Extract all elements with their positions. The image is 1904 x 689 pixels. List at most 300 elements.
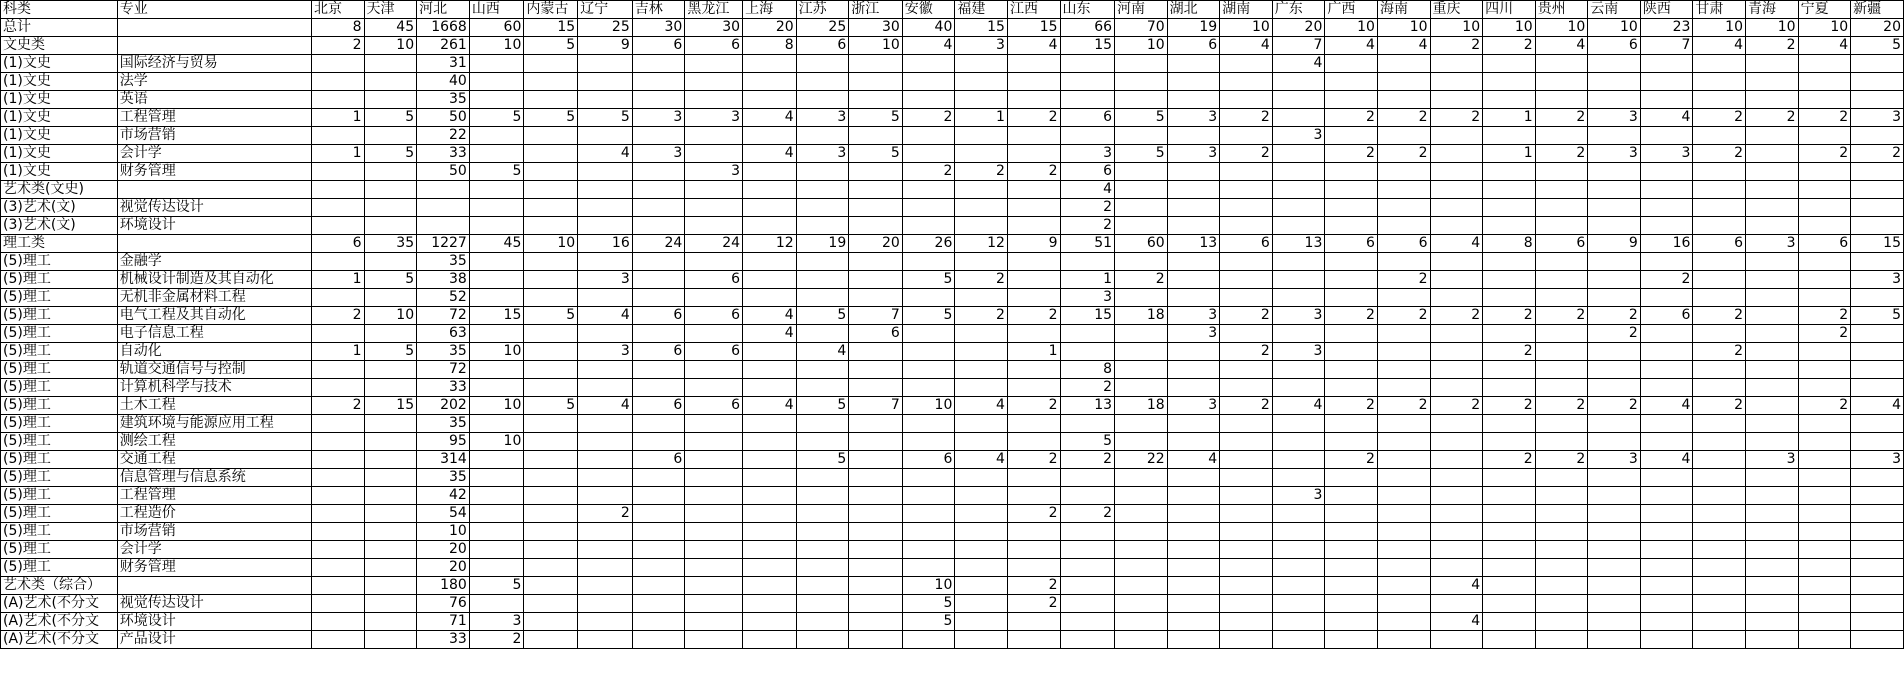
table-cell[interactable]: 4 (902, 37, 955, 55)
table-cell[interactable]: 4 (1430, 235, 1483, 253)
table-cell[interactable] (364, 91, 417, 109)
table-cell[interactable]: 7 (1272, 37, 1325, 55)
table-cell[interactable] (417, 217, 470, 235)
table-cell[interactable] (578, 325, 633, 343)
table-cell[interactable] (1325, 505, 1378, 523)
table-cell[interactable] (1220, 361, 1273, 379)
table-cell[interactable] (1640, 379, 1693, 397)
table-cell[interactable] (902, 199, 955, 217)
table-cell[interactable] (364, 433, 417, 451)
table-cell[interactable] (1693, 433, 1746, 451)
table-cell[interactable]: 4 (1798, 37, 1851, 55)
table-cell[interactable]: (5)理工 (1, 559, 118, 577)
table-cell[interactable] (1851, 55, 1904, 73)
table-cell[interactable] (1220, 595, 1273, 613)
table-cell[interactable] (849, 199, 903, 217)
table-cell[interactable]: 3 (469, 613, 524, 631)
table-cell[interactable]: 3 (1588, 109, 1641, 127)
table-cell[interactable]: 2 (902, 109, 955, 127)
table-cell[interactable] (524, 253, 578, 271)
table-cell[interactable] (524, 577, 578, 595)
table-cell[interactable] (1060, 559, 1115, 577)
table-cell[interactable] (1220, 181, 1273, 199)
table-cell[interactable] (311, 325, 364, 343)
table-cell[interactable] (743, 217, 797, 235)
table-cell[interactable] (1272, 379, 1325, 397)
table-cell[interactable]: 2 (1377, 397, 1430, 415)
table-cell[interactable] (1798, 577, 1851, 595)
table-cell[interactable] (1272, 577, 1325, 595)
table-cell[interactable] (1693, 217, 1746, 235)
table-cell[interactable] (1167, 559, 1220, 577)
table-cell[interactable] (1535, 217, 1588, 235)
table-cell[interactable] (1851, 325, 1904, 343)
table-cell[interactable] (902, 433, 955, 451)
table-cell[interactable] (578, 613, 633, 631)
table-cell[interactable] (1693, 415, 1746, 433)
table-cell[interactable] (1115, 361, 1168, 379)
table-cell[interactable] (1377, 127, 1430, 145)
table-cell[interactable] (1430, 541, 1483, 559)
table-cell[interactable] (1430, 559, 1483, 577)
table-cell[interactable]: 4 (743, 397, 797, 415)
table-cell[interactable] (796, 199, 849, 217)
table-cell[interactable]: 2 (1060, 199, 1115, 217)
table-cell[interactable] (1377, 631, 1430, 649)
table-cell[interactable] (743, 289, 797, 307)
table-cell[interactable] (1272, 523, 1325, 541)
table-cell[interactable]: (1)文史 (1, 145, 118, 163)
table-cell[interactable] (796, 541, 849, 559)
table-cell[interactable] (1746, 523, 1799, 541)
table-cell[interactable] (1272, 199, 1325, 217)
header-cell[interactable]: 湖北 (1167, 1, 1220, 19)
table-cell[interactable] (1851, 415, 1904, 433)
table-cell[interactable] (1588, 415, 1641, 433)
header-cell[interactable]: 天津 (364, 1, 417, 19)
table-cell[interactable]: 2 (1693, 397, 1746, 415)
table-cell[interactable]: 电气工程及其自动化 (117, 307, 311, 325)
table-cell[interactable] (578, 361, 633, 379)
table-cell[interactable]: (1)文史 (1, 163, 118, 181)
table-cell[interactable]: (5)理工 (1, 451, 118, 469)
table-cell[interactable] (1483, 631, 1536, 649)
table-cell[interactable]: 2 (1060, 451, 1115, 469)
header-cell[interactable]: 专业 (117, 1, 311, 19)
table-cell[interactable]: 10 (469, 397, 524, 415)
table-cell[interactable] (902, 91, 955, 109)
table-cell[interactable] (524, 559, 578, 577)
table-cell[interactable]: 2 (1115, 271, 1168, 289)
header-cell[interactable]: 贵州 (1535, 1, 1588, 19)
table-cell[interactable] (1483, 541, 1536, 559)
table-cell[interactable]: (5)理工 (1, 271, 118, 289)
table-cell[interactable]: (1)文史 (1, 127, 118, 145)
table-cell[interactable] (1535, 271, 1588, 289)
table-cell[interactable]: 10 (469, 433, 524, 451)
table-cell[interactable]: 4 (1325, 37, 1378, 55)
table-cell[interactable]: 2 (1007, 595, 1060, 613)
table-cell[interactable] (1272, 415, 1325, 433)
table-cell[interactable] (849, 523, 903, 541)
table-cell[interactable]: 2 (1746, 37, 1799, 55)
table-cell[interactable]: 25 (796, 19, 849, 37)
table-cell[interactable] (1377, 541, 1430, 559)
table-cell[interactable] (1535, 127, 1588, 145)
table-cell[interactable]: 2 (1325, 451, 1378, 469)
header-cell[interactable]: 四川 (1483, 1, 1536, 19)
table-cell[interactable] (1060, 343, 1115, 361)
table-cell[interactable] (902, 505, 955, 523)
table-cell[interactable] (1220, 217, 1273, 235)
table-cell[interactable] (1430, 451, 1483, 469)
table-cell[interactable]: 13 (1272, 235, 1325, 253)
table-cell[interactable] (1115, 253, 1168, 271)
table-cell[interactable] (1272, 595, 1325, 613)
table-cell[interactable] (524, 505, 578, 523)
table-cell[interactable] (1640, 433, 1693, 451)
table-cell[interactable] (1430, 289, 1483, 307)
table-cell[interactable] (632, 631, 685, 649)
table-cell[interactable] (117, 37, 311, 55)
table-cell[interactable]: 自动化 (117, 343, 311, 361)
table-cell[interactable] (1746, 487, 1799, 505)
table-cell[interactable] (632, 523, 685, 541)
table-cell[interactable] (469, 541, 524, 559)
table-cell[interactable]: (5)理工 (1, 469, 118, 487)
table-cell[interactable]: 3 (1167, 109, 1220, 127)
table-cell[interactable] (469, 505, 524, 523)
table-cell[interactable] (1483, 55, 1536, 73)
table-cell[interactable] (578, 73, 633, 91)
table-cell[interactable] (849, 289, 903, 307)
table-cell[interactable] (469, 325, 524, 343)
table-cell[interactable]: 2 (1060, 379, 1115, 397)
header-cell[interactable]: 上海 (743, 1, 797, 19)
table-cell[interactable] (849, 271, 903, 289)
table-cell[interactable] (1377, 253, 1430, 271)
table-cell[interactable] (1167, 127, 1220, 145)
table-cell[interactable] (902, 253, 955, 271)
table-cell[interactable] (311, 91, 364, 109)
table-cell[interactable]: 英语 (117, 91, 311, 109)
table-cell[interactable] (1483, 217, 1536, 235)
table-cell[interactable] (1007, 217, 1060, 235)
table-cell[interactable] (1746, 253, 1799, 271)
table-cell[interactable] (1851, 127, 1904, 145)
table-cell[interactable] (364, 487, 417, 505)
table-cell[interactable]: 4 (796, 343, 849, 361)
table-cell[interactable] (1588, 217, 1641, 235)
table-cell[interactable] (796, 631, 849, 649)
table-cell[interactable] (685, 469, 743, 487)
table-cell[interactable]: (1)文史 (1, 55, 118, 73)
table-cell[interactable]: 2 (1007, 109, 1060, 127)
table-cell[interactable]: 5 (1851, 307, 1904, 325)
table-cell[interactable] (902, 343, 955, 361)
table-cell[interactable] (632, 163, 685, 181)
table-cell[interactable] (796, 505, 849, 523)
table-cell[interactable]: 6 (685, 343, 743, 361)
table-cell[interactable]: 15 (469, 307, 524, 325)
table-cell[interactable] (311, 631, 364, 649)
header-cell[interactable]: 广西 (1325, 1, 1378, 19)
table-cell[interactable] (1060, 73, 1115, 91)
table-cell[interactable] (1167, 271, 1220, 289)
table-cell[interactable] (632, 541, 685, 559)
table-cell[interactable] (1588, 559, 1641, 577)
table-cell[interactable] (1272, 433, 1325, 451)
table-cell[interactable]: 6 (632, 451, 685, 469)
table-cell[interactable] (1325, 163, 1378, 181)
table-cell[interactable] (1588, 379, 1641, 397)
table-cell[interactable]: 3 (632, 145, 685, 163)
table-cell[interactable]: 35 (417, 253, 470, 271)
table-cell[interactable]: 6 (796, 37, 849, 55)
table-cell[interactable] (578, 451, 633, 469)
header-cell[interactable]: 浙江 (849, 1, 903, 19)
table-cell[interactable] (1007, 73, 1060, 91)
table-cell[interactable] (955, 577, 1008, 595)
table-cell[interactable] (955, 145, 1008, 163)
table-cell[interactable] (1115, 181, 1168, 199)
table-cell[interactable]: (5)理工 (1, 397, 118, 415)
table-cell[interactable] (1430, 415, 1483, 433)
table-cell[interactable]: 国际经济与贸易 (117, 55, 311, 73)
table-cell[interactable] (1798, 379, 1851, 397)
table-cell[interactable] (1483, 181, 1536, 199)
table-cell[interactable] (1798, 289, 1851, 307)
table-cell[interactable] (311, 451, 364, 469)
table-cell[interactable] (1535, 55, 1588, 73)
table-cell[interactable] (1746, 559, 1799, 577)
table-cell[interactable]: 理工类 (1, 235, 118, 253)
table-cell[interactable] (311, 415, 364, 433)
table-cell[interactable]: 2 (1430, 37, 1483, 55)
table-cell[interactable]: (5)理工 (1, 325, 118, 343)
table-cell[interactable] (1220, 199, 1273, 217)
table-cell[interactable]: 环境设计 (117, 613, 311, 631)
table-cell[interactable] (1325, 127, 1378, 145)
table-cell[interactable] (1115, 505, 1168, 523)
table-cell[interactable] (1746, 55, 1799, 73)
table-cell[interactable]: 2 (1693, 145, 1746, 163)
table-cell[interactable]: 4 (578, 397, 633, 415)
table-cell[interactable] (1115, 325, 1168, 343)
table-cell[interactable] (1693, 505, 1746, 523)
table-cell[interactable]: 4 (1851, 397, 1904, 415)
table-cell[interactable] (1007, 289, 1060, 307)
table-cell[interactable] (1115, 343, 1168, 361)
table-cell[interactable]: 4 (743, 109, 797, 127)
table-cell[interactable] (632, 487, 685, 505)
table-cell[interactable] (1430, 469, 1483, 487)
table-cell[interactable] (1430, 361, 1483, 379)
table-cell[interactable]: 3 (578, 271, 633, 289)
table-cell[interactable] (1430, 73, 1483, 91)
table-cell[interactable] (1060, 631, 1115, 649)
header-cell[interactable]: 安徽 (902, 1, 955, 19)
header-cell[interactable]: 北京 (311, 1, 364, 19)
table-cell[interactable]: 5 (796, 307, 849, 325)
table-cell[interactable]: 13 (1167, 235, 1220, 253)
table-cell[interactable]: 4 (743, 145, 797, 163)
table-cell[interactable]: (5)理工 (1, 343, 118, 361)
table-cell[interactable] (1693, 163, 1746, 181)
table-cell[interactable] (1535, 577, 1588, 595)
table-cell[interactable] (1377, 199, 1430, 217)
table-cell[interactable] (1851, 577, 1904, 595)
table-cell[interactable] (1272, 289, 1325, 307)
table-cell[interactable] (1640, 631, 1693, 649)
table-cell[interactable]: 30 (685, 19, 743, 37)
header-cell[interactable]: 河北 (417, 1, 470, 19)
table-cell[interactable]: 33 (417, 145, 470, 163)
table-cell[interactable] (524, 73, 578, 91)
table-cell[interactable]: 6 (1535, 235, 1588, 253)
table-cell[interactable] (1167, 361, 1220, 379)
table-cell[interactable] (1746, 181, 1799, 199)
table-cell[interactable] (1588, 91, 1641, 109)
header-cell[interactable]: 云南 (1588, 1, 1641, 19)
table-cell[interactable] (1377, 343, 1430, 361)
table-cell[interactable] (1167, 595, 1220, 613)
table-cell[interactable] (1588, 73, 1641, 91)
table-cell[interactable]: 15 (1007, 19, 1060, 37)
table-cell[interactable] (1798, 217, 1851, 235)
table-cell[interactable] (1535, 487, 1588, 505)
table-cell[interactable] (796, 469, 849, 487)
table-cell[interactable] (1798, 55, 1851, 73)
table-cell[interactable] (1693, 289, 1746, 307)
table-cell[interactable] (849, 541, 903, 559)
table-cell[interactable] (796, 379, 849, 397)
header-cell[interactable]: 内蒙古 (524, 1, 578, 19)
table-cell[interactable] (1272, 163, 1325, 181)
table-cell[interactable] (955, 73, 1008, 91)
table-cell[interactable]: 25 (578, 19, 633, 37)
table-cell[interactable] (578, 91, 633, 109)
table-cell[interactable]: 2 (1007, 577, 1060, 595)
table-cell[interactable] (1115, 91, 1168, 109)
table-cell[interactable] (1588, 541, 1641, 559)
table-cell[interactable] (632, 289, 685, 307)
table-cell[interactable] (1060, 595, 1115, 613)
table-cell[interactable]: 10 (364, 37, 417, 55)
table-cell[interactable]: 6 (1798, 235, 1851, 253)
table-cell[interactable] (364, 505, 417, 523)
table-cell[interactable]: 测绘工程 (117, 433, 311, 451)
table-cell[interactable] (1377, 91, 1430, 109)
table-cell[interactable]: 3 (1588, 145, 1641, 163)
table-cell[interactable] (1798, 415, 1851, 433)
table-cell[interactable] (1167, 199, 1220, 217)
table-cell[interactable]: 314 (417, 451, 470, 469)
table-cell[interactable] (469, 361, 524, 379)
table-cell[interactable] (1377, 289, 1430, 307)
table-cell[interactable] (1535, 595, 1588, 613)
header-cell[interactable]: 吉林 (632, 1, 685, 19)
table-cell[interactable]: 2 (469, 631, 524, 649)
table-cell[interactable]: 2 (1483, 397, 1536, 415)
table-cell[interactable] (364, 559, 417, 577)
table-cell[interactable]: 13 (1060, 397, 1115, 415)
table-cell[interactable] (1167, 631, 1220, 649)
table-cell[interactable] (743, 559, 797, 577)
table-cell[interactable]: 5 (849, 145, 903, 163)
table-cell[interactable] (1693, 55, 1746, 73)
table-cell[interactable]: 63 (417, 325, 470, 343)
table-cell[interactable] (1325, 253, 1378, 271)
table-cell[interactable] (1007, 181, 1060, 199)
table-cell[interactable]: 2 (1430, 109, 1483, 127)
table-cell[interactable] (1060, 415, 1115, 433)
table-cell[interactable]: 6 (632, 343, 685, 361)
table-cell[interactable]: 38 (417, 271, 470, 289)
table-cell[interactable] (685, 127, 743, 145)
table-cell[interactable]: 3 (1272, 487, 1325, 505)
table-cell[interactable] (1588, 361, 1641, 379)
table-cell[interactable]: 6 (632, 307, 685, 325)
table-cell[interactable]: 2 (1640, 271, 1693, 289)
table-cell[interactable]: 轨道交通信号与控制 (117, 361, 311, 379)
table-cell[interactable] (685, 595, 743, 613)
table-cell[interactable] (685, 433, 743, 451)
table-cell[interactable] (955, 289, 1008, 307)
table-cell[interactable] (1007, 379, 1060, 397)
table-cell[interactable]: 10 (469, 37, 524, 55)
table-cell[interactable] (1377, 577, 1430, 595)
table-cell[interactable] (1115, 199, 1168, 217)
table-cell[interactable] (578, 379, 633, 397)
table-cell[interactable]: 2 (1060, 217, 1115, 235)
table-cell[interactable] (1851, 541, 1904, 559)
table-cell[interactable]: 6 (1167, 37, 1220, 55)
table-cell[interactable] (632, 91, 685, 109)
table-cell[interactable] (849, 181, 903, 199)
table-cell[interactable]: 5 (364, 145, 417, 163)
table-cell[interactable] (1798, 469, 1851, 487)
table-cell[interactable] (1746, 361, 1799, 379)
table-cell[interactable]: 4 (955, 397, 1008, 415)
table-cell[interactable] (578, 541, 633, 559)
table-cell[interactable] (902, 73, 955, 91)
table-cell[interactable] (364, 469, 417, 487)
table-cell[interactable]: 4 (1430, 613, 1483, 631)
table-cell[interactable] (902, 55, 955, 73)
table-cell[interactable] (469, 595, 524, 613)
table-cell[interactable]: 15 (955, 19, 1008, 37)
table-cell[interactable]: 视觉传达设计 (117, 595, 311, 613)
table-cell[interactable]: 10 (1693, 19, 1746, 37)
table-cell[interactable]: 工程管理 (117, 487, 311, 505)
table-cell[interactable] (311, 433, 364, 451)
table-cell[interactable] (469, 559, 524, 577)
table-cell[interactable] (743, 541, 797, 559)
table-cell[interactable]: 4 (578, 145, 633, 163)
table-cell[interactable] (1588, 55, 1641, 73)
table-cell[interactable] (578, 163, 633, 181)
table-cell[interactable] (955, 343, 1008, 361)
table-cell[interactable]: 工程造价 (117, 505, 311, 523)
table-cell[interactable]: 2 (578, 505, 633, 523)
table-cell[interactable] (1483, 271, 1536, 289)
table-cell[interactable] (849, 163, 903, 181)
table-cell[interactable] (743, 181, 797, 199)
table-cell[interactable] (902, 379, 955, 397)
table-cell[interactable] (311, 523, 364, 541)
table-cell[interactable] (1640, 523, 1693, 541)
